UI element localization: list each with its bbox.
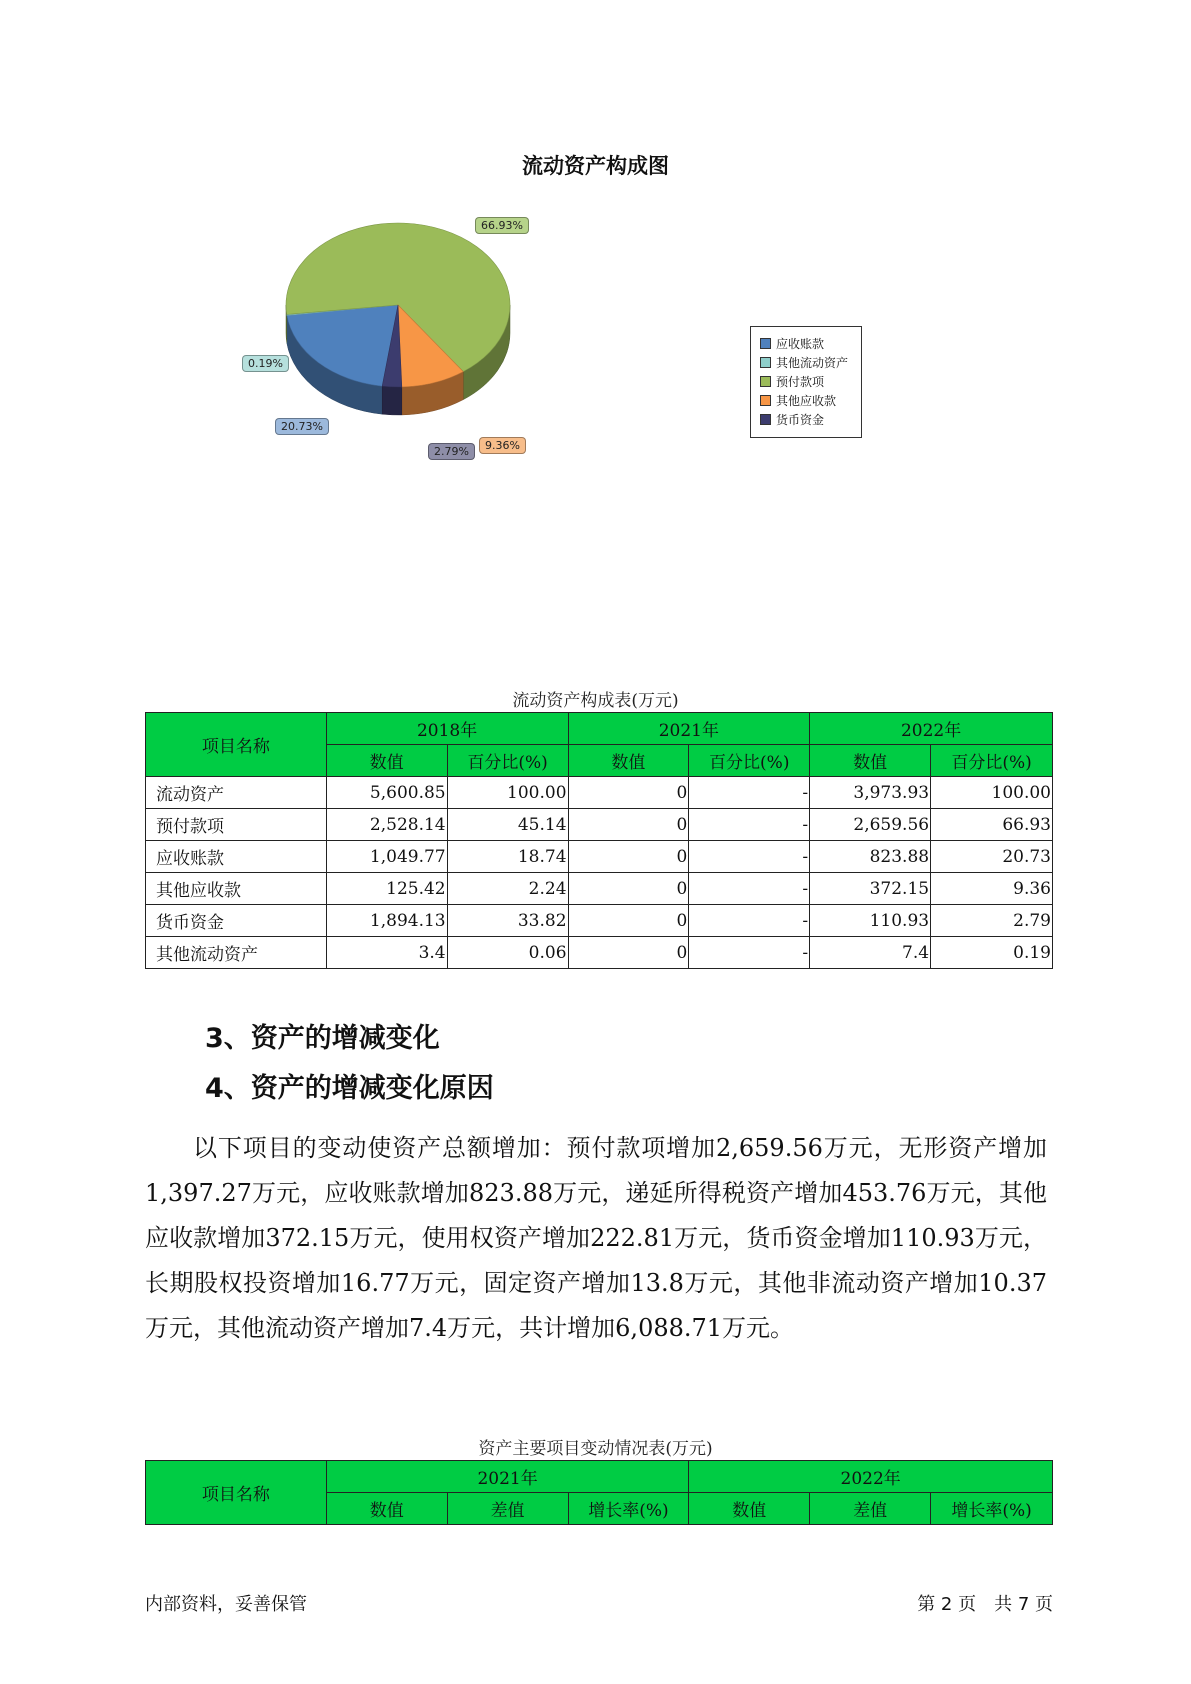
- asset-change-table: [145, 1460, 1053, 1525]
- cell: 3.4: [326, 937, 447, 969]
- legend-swatch: [760, 338, 771, 349]
- cell: 125.42: [326, 873, 447, 905]
- legend-label: 应收账款: [776, 337, 825, 351]
- cell: 45.14: [447, 809, 568, 841]
- current-assets-table: [145, 712, 1053, 969]
- cell: 0: [568, 905, 689, 937]
- pie-label-receivables: 20.73%: [275, 418, 329, 435]
- legend-label: 其他应收款: [776, 394, 837, 408]
- pie-label-other-current-assets: 0.19%: [242, 355, 289, 372]
- chart-title: 流动资产构成图: [522, 154, 669, 178]
- subheader: 差值: [447, 1493, 568, 1525]
- year-header: 2022年: [810, 713, 1053, 745]
- subheader: 数值: [689, 1493, 810, 1525]
- cell: 0: [568, 777, 689, 809]
- cell: 3,973.93: [810, 777, 931, 809]
- cell: 372.15: [810, 873, 931, 905]
- body-paragraph: [145, 1126, 1047, 1351]
- table-row: [146, 841, 1053, 873]
- legend-label: 其他流动资产: [776, 356, 849, 370]
- cell: 0.06: [447, 937, 568, 969]
- row-name: 其他流动资产: [146, 937, 327, 969]
- row-name: 其他应收款: [146, 873, 327, 905]
- legend-item: [760, 354, 861, 373]
- legend-item: [760, 411, 861, 430]
- row-name: 货币资金: [146, 905, 327, 937]
- table-row: [146, 777, 1053, 809]
- subheader: 数值: [326, 745, 447, 777]
- table-row: [146, 937, 1053, 969]
- pie-label-other-receivables: 9.36%: [479, 437, 526, 454]
- pie-label-prepaid: 66.93%: [475, 217, 529, 234]
- table1-caption: 流动资产构成表(万元): [512, 691, 679, 711]
- cell: 0: [568, 873, 689, 905]
- subheader: 差值: [810, 1493, 931, 1525]
- table-row: [146, 873, 1053, 905]
- year-header: 2018年: [326, 713, 568, 745]
- legend-swatch: [760, 376, 771, 387]
- page-number: 第 2 页 共 7 页: [917, 1594, 1053, 1615]
- cell: 2.79: [931, 905, 1053, 937]
- cell: 5,600.85: [326, 777, 447, 809]
- cell: 66.93: [931, 809, 1053, 841]
- legend-item: [760, 373, 861, 392]
- pie-chart: [220, 205, 580, 465]
- subheader: 数值: [810, 745, 931, 777]
- cell: 2,659.56: [810, 809, 931, 841]
- subheader: 数值: [326, 1493, 447, 1525]
- subheader: 增长率(%): [568, 1493, 689, 1525]
- section-heading-4: 4、资产的增减变化原因: [205, 1073, 494, 1104]
- cell: -: [689, 905, 810, 937]
- cell: -: [689, 777, 810, 809]
- row-name: 流动资产: [146, 777, 327, 809]
- cell: 823.88: [810, 841, 931, 873]
- legend-swatch: [760, 357, 771, 368]
- cell: 2,528.14: [326, 809, 447, 841]
- subheader: 增长率(%): [931, 1493, 1053, 1525]
- cell: 110.93: [810, 905, 931, 937]
- cell: 100.00: [931, 777, 1053, 809]
- footer-note: 内部资料，妥善保管: [145, 1594, 307, 1615]
- table-row: [146, 809, 1053, 841]
- cell: -: [689, 937, 810, 969]
- cell: 18.74: [447, 841, 568, 873]
- cell: 20.73: [931, 841, 1053, 873]
- cell: 0: [568, 841, 689, 873]
- pie-label-cash: 2.79%: [428, 443, 475, 460]
- cell: 0.19: [931, 937, 1053, 969]
- row-name: 预付款项: [146, 809, 327, 841]
- paragraph-text: 以下项目的变动使资产总额增加：预付款项增加2,659.56万元，无形资产增加1,397.27万元，应收账款增加823.88万元，递延所得税资产增加453.76万元，其他应收款增加372.15万元，使用权资产增加222.81万元，货币资金增加110.93万元，长期股权投资增加16.77万元，固定资产增加13.8万元，其他非流动资产增加10.37万元，其他流动资产增加7.4万元，共计增加6,088.71万元。: [145, 1134, 1047, 1342]
- section-heading-3: 3、资产的增减变化: [205, 1023, 440, 1054]
- cell: 1,894.13: [326, 905, 447, 937]
- subheader: 百分比(%): [689, 745, 810, 777]
- cell: 100.00: [447, 777, 568, 809]
- cell: 1,049.77: [326, 841, 447, 873]
- cell: 9.36: [931, 873, 1053, 905]
- cell: 0: [568, 809, 689, 841]
- cell: -: [689, 873, 810, 905]
- cell: -: [689, 841, 810, 873]
- legend-label: 预付款项: [776, 375, 825, 389]
- cell: 2.24: [447, 873, 568, 905]
- row-name: 应收账款: [146, 841, 327, 873]
- cell: 0: [568, 937, 689, 969]
- cell: 33.82: [447, 905, 568, 937]
- legend-item: [760, 335, 861, 354]
- name-header: 项目名称: [146, 713, 327, 777]
- year-header: 2021年: [326, 1461, 689, 1493]
- name-header: 项目名称: [146, 1461, 327, 1525]
- cell: 7.4: [810, 937, 931, 969]
- subheader: 百分比(%): [447, 745, 568, 777]
- legend-swatch: [760, 395, 771, 406]
- table-row: [146, 905, 1053, 937]
- legend-item: [760, 392, 861, 411]
- chart-legend: [750, 326, 862, 438]
- year-header: 2022年: [689, 1461, 1053, 1493]
- year-header: 2021年: [568, 713, 810, 745]
- pie-side-4: [382, 386, 402, 415]
- legend-swatch: [760, 414, 771, 425]
- cell: -: [689, 809, 810, 841]
- legend-label: 货币资金: [776, 413, 825, 427]
- subheader: 数值: [568, 745, 689, 777]
- subheader: 百分比(%): [931, 745, 1053, 777]
- table2-caption: 资产主要项目变动情况表(万元): [478, 1439, 713, 1459]
